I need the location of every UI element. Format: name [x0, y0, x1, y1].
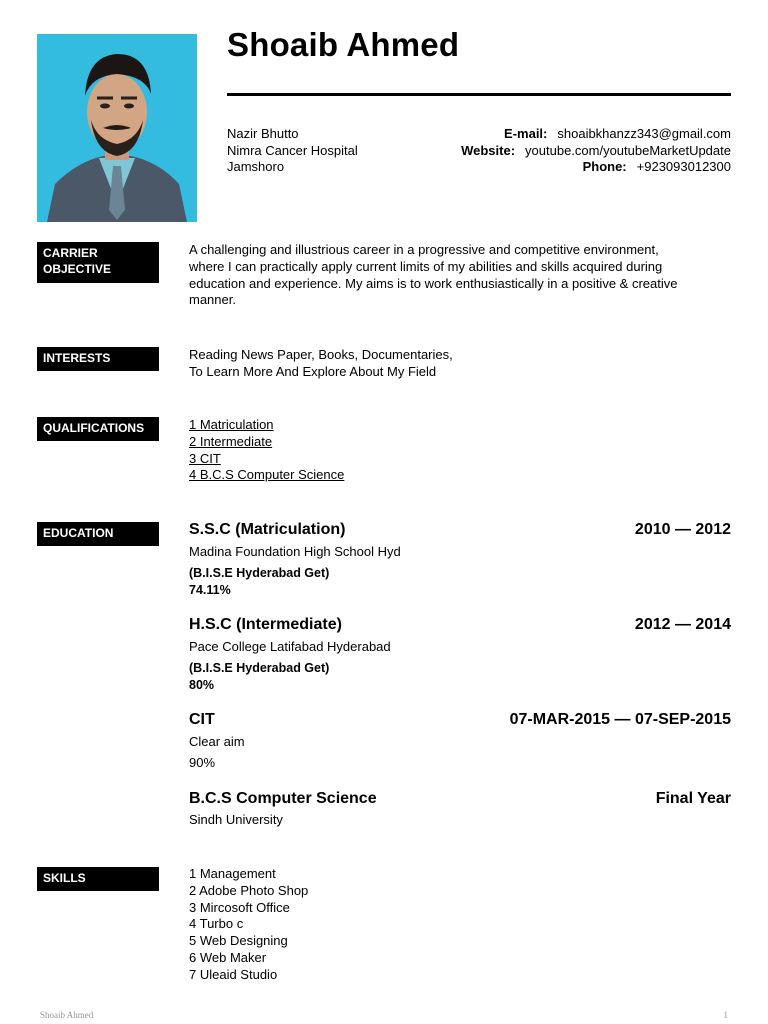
interests-line: To Learn More And Explore About My Field [189, 363, 437, 379]
education-date: Final Year [655, 790, 731, 807]
objective-line: where I can practically apply current limits of my abilities and skills acquired during [189, 258, 663, 274]
interests-text [189, 347, 453, 381]
skills-list [189, 866, 308, 984]
email-value[interactable]: shoaibkhanzz343@gmail.com [557, 126, 731, 141]
email-row [461, 126, 731, 143]
phone-row [461, 159, 731, 176]
skill-item: 3 Mircosoft Office [189, 899, 290, 915]
education-date: 07-MAR-2015 — 07-SEP-2015 [509, 711, 731, 728]
profile-photo [37, 34, 197, 222]
qualification-item[interactable]: 4 B.C.S Computer Science [189, 467, 345, 483]
interests-line: Reading News Paper, Books, Documentaries, [189, 347, 453, 362]
section-label-education: EDUCATION [37, 522, 159, 546]
education-title: H.S.C (Intermediate) [189, 616, 342, 633]
website-row [461, 143, 731, 160]
education-date: 2012 — 2014 [634, 616, 731, 633]
qualification-item[interactable]: 3 CIT [189, 450, 221, 466]
objective-line: education and experience. My aims is to work enthusiastically in a positive & creative [189, 275, 678, 291]
skill-item: 6 Web Maker [189, 949, 267, 965]
skill-item: 4 Turbo c [189, 916, 244, 932]
email-label: E-mail: [504, 126, 548, 141]
address-line: Nimra Cancer Hospital [227, 142, 358, 158]
section-label-line: OBJECTIVE [43, 262, 112, 276]
education-school: Madina Foundation High School Hyd [189, 544, 401, 559]
header-divider [227, 93, 731, 96]
section-label-qualifications: QUALIFICATIONS [37, 417, 159, 441]
website-label: Website: [461, 142, 516, 158]
education-title: B.C.S Computer Science [189, 790, 377, 807]
education-school: Pace College Latifabad Hyderabad [189, 639, 391, 654]
portrait-image [37, 34, 197, 222]
candidate-name: Shoaib Ahmed [227, 26, 460, 63]
section-label-line: CARRIER [43, 246, 98, 260]
contact-block [461, 126, 731, 176]
section-label-interests: INTERESTS [37, 347, 159, 371]
section-label-skills: SKILLS [37, 867, 159, 891]
skill-item: 2 Adobe Photo Shop [189, 882, 309, 898]
skill-item: 7 Uleaid Studio [189, 966, 278, 982]
qualification-item[interactable]: 1 Matriculation [189, 417, 274, 432]
qualification-item[interactable]: 2 Intermediate [189, 433, 273, 449]
phone-value: +923093012300 [636, 159, 731, 174]
education-score: 74.11% [189, 583, 231, 597]
education-title: CIT [189, 711, 215, 728]
footer-page-number: 1 [723, 1010, 728, 1020]
address-line: Nazir Bhutto [227, 126, 299, 141]
objective-text [189, 242, 677, 309]
address-block [227, 126, 358, 176]
skill-item: 5 Web Designing [189, 933, 288, 949]
objective-line: A challenging and illustrious career in a progressive and competitive environment, [189, 242, 659, 257]
address-line: Jamshoro [227, 159, 285, 174]
education-score: 80% [189, 678, 215, 692]
skill-item: 1 Management [189, 866, 276, 881]
phone-label: Phone: [582, 159, 627, 174]
footer-name: Shoaib Ahmed [40, 1010, 94, 1020]
education-title: S.S.C (Matriculation) [189, 521, 346, 538]
section-label-objective [37, 242, 159, 283]
objective-line: manner. [189, 292, 236, 308]
education-board: (B.I.S.E Hyderabad Get) [189, 566, 330, 580]
education-score: 90% [189, 755, 216, 770]
education-date: 2010 — 2012 [634, 521, 731, 538]
education-board: (B.I.S.E Hyderabad Get) [189, 661, 330, 675]
education-school: Clear aim [189, 734, 245, 749]
qualifications-list [189, 417, 344, 484]
website-value[interactable]: youtube.com/youtubeMarketUpdate [525, 142, 731, 158]
education-school: Sindh University [189, 812, 283, 827]
